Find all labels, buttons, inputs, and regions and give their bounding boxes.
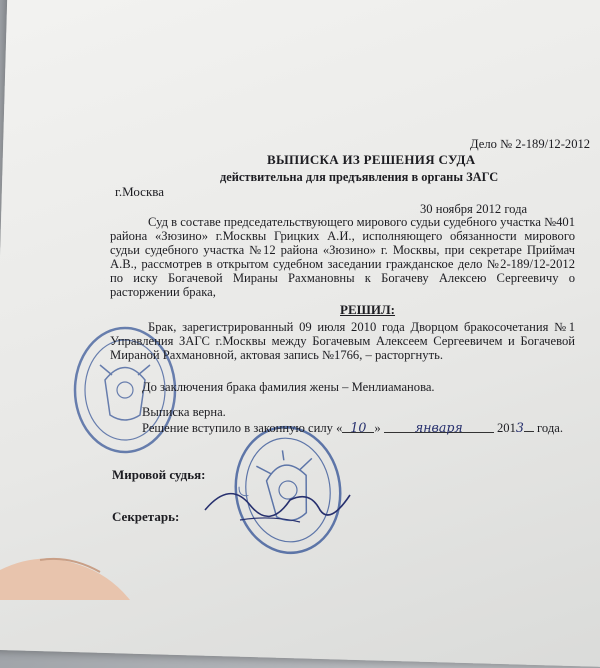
hand <box>0 510 140 600</box>
judge-label: Мировой судья: <box>112 467 206 482</box>
city: г.Москва <box>115 184 164 199</box>
force-year-prefix: 201 <box>496 421 516 435</box>
force-day: 10 <box>342 421 374 433</box>
force-year-digit: 3 <box>515 420 524 435</box>
case-number: Дело № 2-189/12-2012 <box>470 137 591 151</box>
maiden-name-line: До заключения брака фамилия жены – Менлиаманова. <box>142 380 435 394</box>
resolved-heading: РЕШИЛ: <box>340 302 396 317</box>
force-prefix: Решение вступило в законную силу « <box>142 421 343 435</box>
paragraph-court-composition: Суд в составе председательствующего мирового судьи судебного участка №401 района «Зюзино» г.Москвы Грицких А.И., исполняющего обязанности мирового судьи судебного участка №12 района «Зюзино» г. Москвы, при секретаре Приймач А.В., рассмотрев в открытом судебном заседании гражданское дело №2-189/12-2012 по иску Богачевой Мираны Рахмановны к Богачеву Алексею Сергеевичу о расторжении брака, <box>110 215 575 299</box>
secretary-label: Секретарь: <box>112 509 180 524</box>
paragraph-decision: Брак, зарегистрированный 09 июля 2010 года Дворцом бракосочетания №1 Управления ЗАГС г.Москвы между Богачевым Алексеем Сергеевичем и Богачевой Мираной Рахмановной, актовая запись №1766, – расторгнуть. <box>110 320 575 362</box>
force-suffix: года. <box>537 421 563 435</box>
year-blank <box>524 420 534 432</box>
document-title: ВЫПИСКА ИЗ РЕШЕНИЯ СУДА <box>267 152 476 167</box>
extract-verified: Выписка верна. <box>142 405 226 419</box>
force-month: января <box>384 421 494 433</box>
entry-into-force-line <box>142 420 563 435</box>
document-subtitle: действительна для предъявления в органы ЗАГС <box>220 170 499 184</box>
force-mid: » <box>374 421 381 435</box>
decision-date: 30 ноября 2012 года <box>420 202 528 216</box>
signature <box>200 460 360 540</box>
